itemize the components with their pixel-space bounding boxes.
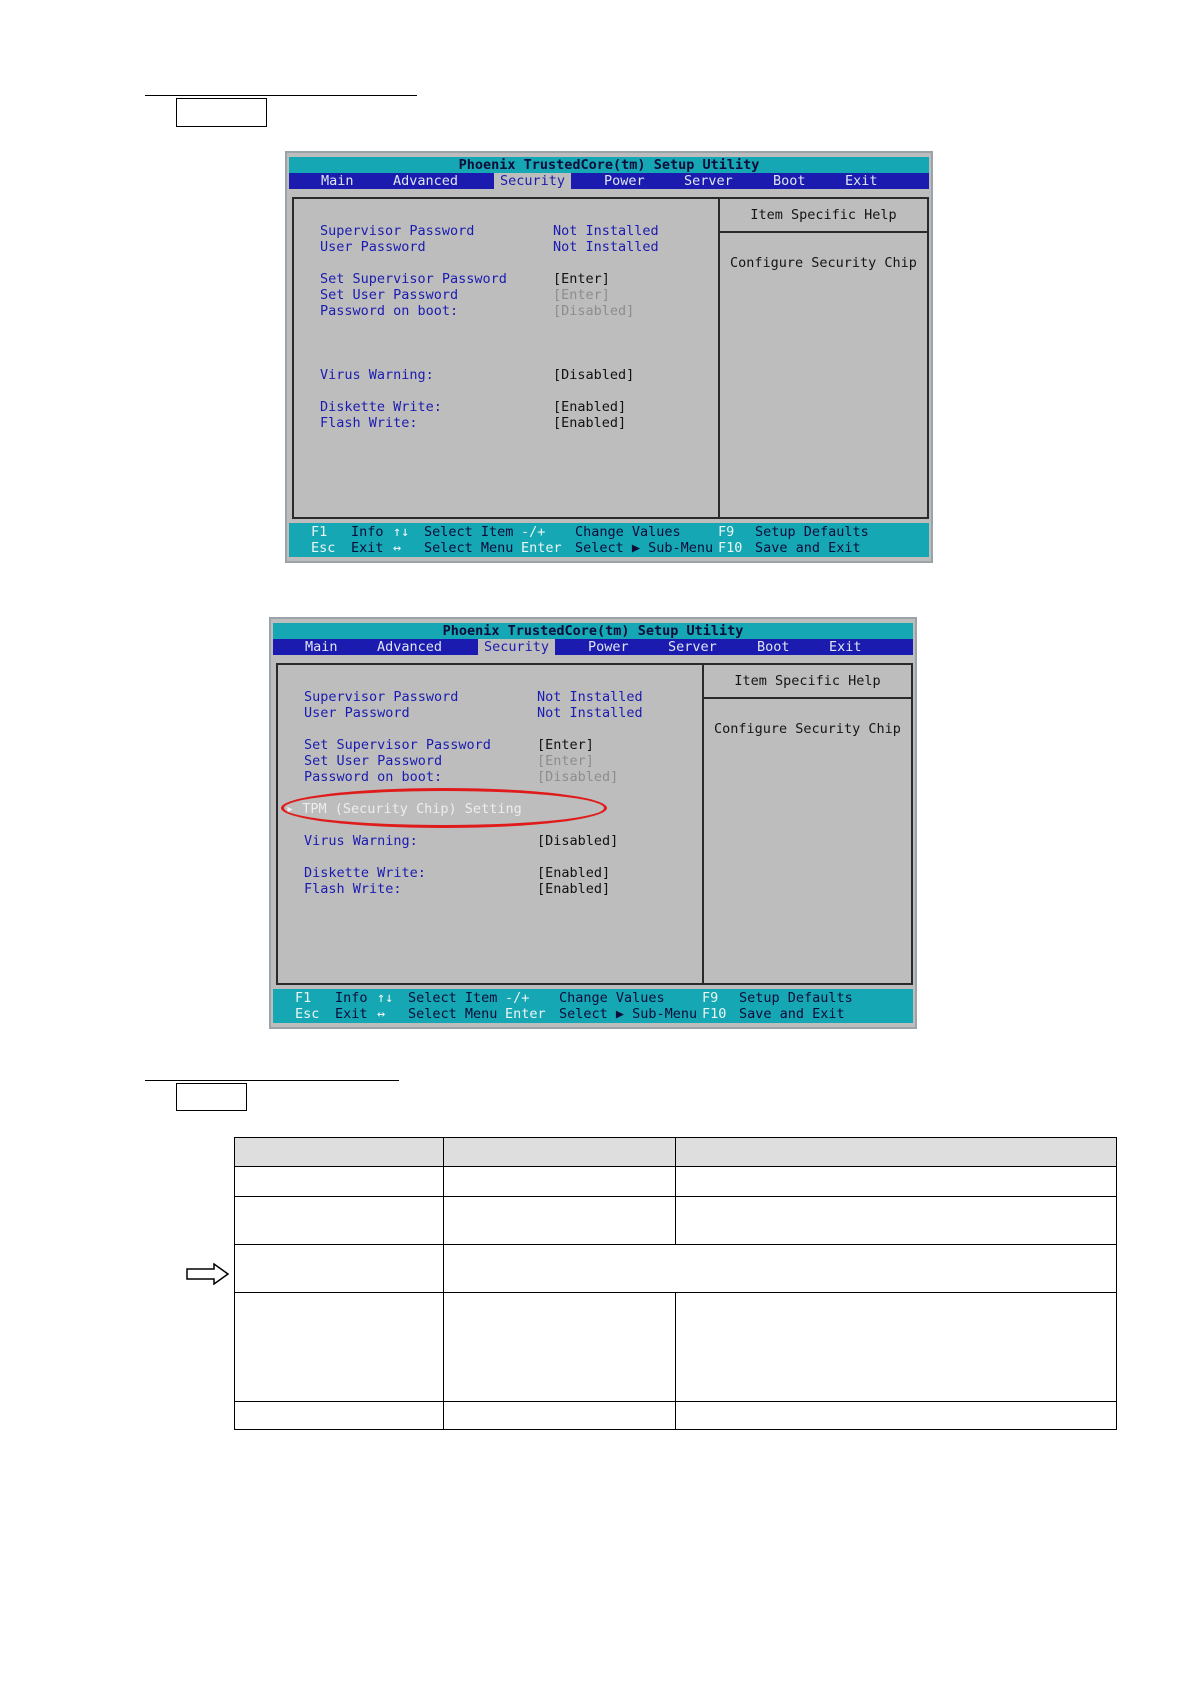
user-password-label[interactable]: User Password bbox=[304, 705, 410, 721]
flash-write-value[interactable]: [Enabled] bbox=[537, 881, 611, 897]
help-text: Configure Security Chip bbox=[714, 721, 901, 737]
diskette-write-value[interactable]: [Enabled] bbox=[553, 399, 627, 415]
table-cell bbox=[676, 1402, 1117, 1430]
table-cell bbox=[444, 1197, 676, 1245]
user-password-value: Not Installed bbox=[553, 239, 659, 255]
footer-desc-save-exit: Save and Exit bbox=[739, 1006, 845, 1022]
menu-server[interactable]: Server bbox=[668, 639, 717, 655]
section-label-box-1 bbox=[176, 98, 267, 127]
table-row bbox=[235, 1245, 1117, 1293]
diskette-write-value[interactable]: [Enabled] bbox=[537, 865, 611, 881]
diskette-write-label[interactable]: Diskette Write: bbox=[304, 865, 426, 881]
table-cell bbox=[235, 1138, 444, 1167]
table-row bbox=[235, 1402, 1117, 1430]
table-row bbox=[235, 1167, 1117, 1197]
flash-write-value[interactable]: [Enabled] bbox=[553, 415, 627, 431]
table-row bbox=[235, 1197, 1117, 1245]
help-header: Item Specific Help bbox=[704, 665, 911, 699]
table-cell bbox=[235, 1245, 444, 1293]
table-cell-merged bbox=[444, 1245, 1117, 1293]
table-cell bbox=[444, 1138, 676, 1167]
menu-advanced[interactable]: Advanced bbox=[393, 173, 459, 189]
section-rule-1 bbox=[145, 95, 417, 96]
supervisor-password-value: Not Installed bbox=[537, 689, 643, 705]
set-supervisor-password-label[interactable]: Set Supervisor Password bbox=[320, 271, 507, 287]
password-on-boot-value: [Disabled] bbox=[553, 303, 635, 319]
footer-key-updown: ↑↓ bbox=[377, 990, 394, 1006]
help-text: Configure Security Chip bbox=[730, 255, 917, 271]
section-rule-2 bbox=[145, 1080, 399, 1081]
footer-key-updown: ↑↓ bbox=[393, 524, 410, 540]
footer-key-esc: Esc bbox=[295, 1006, 320, 1022]
user-password-value: Not Installed bbox=[537, 705, 643, 721]
bios-screen-2 bbox=[269, 617, 917, 1029]
diskette-write-label[interactable]: Diskette Write: bbox=[320, 399, 442, 415]
virus-warning-value[interactable]: [Disabled] bbox=[553, 367, 635, 383]
footer-desc-setup-defaults: Setup Defaults bbox=[755, 524, 869, 540]
footer-desc-submenu: Select ▶ Sub-Menu bbox=[575, 540, 714, 556]
password-on-boot-value: [Disabled] bbox=[537, 769, 619, 785]
password-on-boot-label[interactable]: Password on boot: bbox=[320, 303, 459, 319]
table-cell bbox=[676, 1138, 1117, 1167]
footer-desc-change-values: Change Values bbox=[575, 524, 681, 540]
supervisor-password-label[interactable]: Supervisor Password bbox=[304, 689, 459, 705]
flash-write-label[interactable]: Flash Write: bbox=[320, 415, 418, 431]
bios-menu-bar bbox=[289, 173, 929, 189]
menu-server[interactable]: Server bbox=[684, 173, 733, 189]
menu-security[interactable]: Security bbox=[478, 639, 555, 655]
help-panel bbox=[702, 663, 913, 985]
menu-power[interactable]: Power bbox=[604, 173, 645, 189]
footer-key-f10: F10 bbox=[702, 1006, 727, 1022]
set-user-password-label[interactable]: Set User Password bbox=[320, 287, 459, 303]
table-row bbox=[235, 1293, 1117, 1402]
menu-advanced[interactable]: Advanced bbox=[377, 639, 443, 655]
footer-key-f1: F1 bbox=[295, 990, 312, 1006]
table-cell bbox=[235, 1167, 444, 1197]
footer-desc-select-menu: Select Menu bbox=[424, 540, 514, 556]
set-user-password-value: [Enter] bbox=[553, 287, 610, 303]
bios-title: Phoenix TrustedCore(tm) Setup Utility bbox=[289, 157, 929, 173]
table-cell bbox=[444, 1293, 676, 1402]
set-supervisor-password-label[interactable]: Set Supervisor Password bbox=[304, 737, 491, 753]
settings-panel bbox=[276, 663, 703, 985]
table-cell bbox=[676, 1293, 1117, 1402]
set-user-password-value: [Enter] bbox=[537, 753, 594, 769]
password-on-boot-label[interactable]: Password on boot: bbox=[304, 769, 443, 785]
bios-footer bbox=[289, 523, 929, 557]
bios-title: Phoenix TrustedCore(tm) Setup Utility bbox=[273, 623, 913, 639]
menu-boot[interactable]: Boot bbox=[757, 639, 790, 655]
footer-desc-info: Info bbox=[335, 990, 368, 1006]
table-cell bbox=[235, 1402, 444, 1430]
virus-warning-label[interactable]: Virus Warning: bbox=[304, 833, 418, 849]
set-supervisor-password-value[interactable]: [Enter] bbox=[537, 737, 594, 753]
footer-desc-info: Info bbox=[351, 524, 384, 540]
table-cell bbox=[444, 1402, 676, 1430]
footer-desc-save-exit: Save and Exit bbox=[755, 540, 861, 556]
virus-warning-label[interactable]: Virus Warning: bbox=[320, 367, 434, 383]
menu-exit[interactable]: Exit bbox=[845, 173, 878, 189]
footer-key-leftright: ↔ bbox=[377, 1006, 386, 1022]
footer-key-plusminus: -/+ bbox=[505, 990, 530, 1006]
table-cell bbox=[235, 1197, 444, 1245]
footer-key-f1: F1 bbox=[311, 524, 328, 540]
footer-key-f9: F9 bbox=[718, 524, 735, 540]
footer-key-leftright: ↔ bbox=[393, 540, 402, 556]
footer-key-esc: Esc bbox=[311, 540, 336, 556]
section-label-box-2 bbox=[176, 1083, 247, 1111]
table-cell bbox=[235, 1293, 444, 1402]
footer-desc-change-values: Change Values bbox=[559, 990, 665, 1006]
help-panel bbox=[718, 197, 929, 519]
bios-footer bbox=[273, 989, 913, 1023]
virus-warning-value[interactable]: [Disabled] bbox=[537, 833, 619, 849]
table-cell bbox=[676, 1197, 1117, 1245]
menu-power[interactable]: Power bbox=[588, 639, 629, 655]
right-arrow-outline-icon bbox=[186, 1263, 230, 1285]
bios-screen-1 bbox=[285, 151, 933, 563]
footer-desc-select-item: Select Item bbox=[408, 990, 498, 1006]
bios-menu-bar bbox=[273, 639, 913, 655]
menu-boot[interactable]: Boot bbox=[773, 173, 806, 189]
tpm-security-chip-setting[interactable]: ▸ TPM (Security Chip) Setting bbox=[286, 801, 522, 817]
footer-desc-exit: Exit bbox=[351, 540, 384, 556]
table-cell bbox=[676, 1167, 1117, 1197]
footer-key-enter: Enter bbox=[521, 540, 562, 556]
supervisor-password-value: Not Installed bbox=[553, 223, 659, 239]
footer-key-enter: Enter bbox=[505, 1006, 546, 1022]
settings-table bbox=[234, 1137, 1117, 1430]
footer-desc-setup-defaults: Setup Defaults bbox=[739, 990, 853, 1006]
menu-exit[interactable]: Exit bbox=[829, 639, 862, 655]
flash-write-label[interactable]: Flash Write: bbox=[304, 881, 402, 897]
tpm-highlight-oval bbox=[281, 788, 607, 828]
set-supervisor-password-value[interactable]: [Enter] bbox=[553, 271, 610, 287]
menu-main[interactable]: Main bbox=[321, 173, 354, 189]
footer-desc-select-menu: Select Menu bbox=[408, 1006, 498, 1022]
supervisor-password-label[interactable]: Supervisor Password bbox=[320, 223, 475, 239]
menu-main[interactable]: Main bbox=[305, 639, 338, 655]
footer-key-f9: F9 bbox=[702, 990, 719, 1006]
user-password-label[interactable]: User Password bbox=[320, 239, 426, 255]
footer-desc-exit: Exit bbox=[335, 1006, 368, 1022]
set-user-password-label[interactable]: Set User Password bbox=[304, 753, 443, 769]
menu-security[interactable]: Security bbox=[494, 173, 571, 189]
footer-key-f10: F10 bbox=[718, 540, 743, 556]
footer-desc-submenu: Select ▶ Sub-Menu bbox=[559, 1006, 698, 1022]
footer-desc-select-item: Select Item bbox=[424, 524, 514, 540]
footer-key-plusminus: -/+ bbox=[521, 524, 546, 540]
settings-panel bbox=[292, 197, 719, 519]
table-header-row bbox=[235, 1138, 1117, 1167]
help-header: Item Specific Help bbox=[720, 199, 927, 233]
table-cell bbox=[444, 1167, 676, 1197]
